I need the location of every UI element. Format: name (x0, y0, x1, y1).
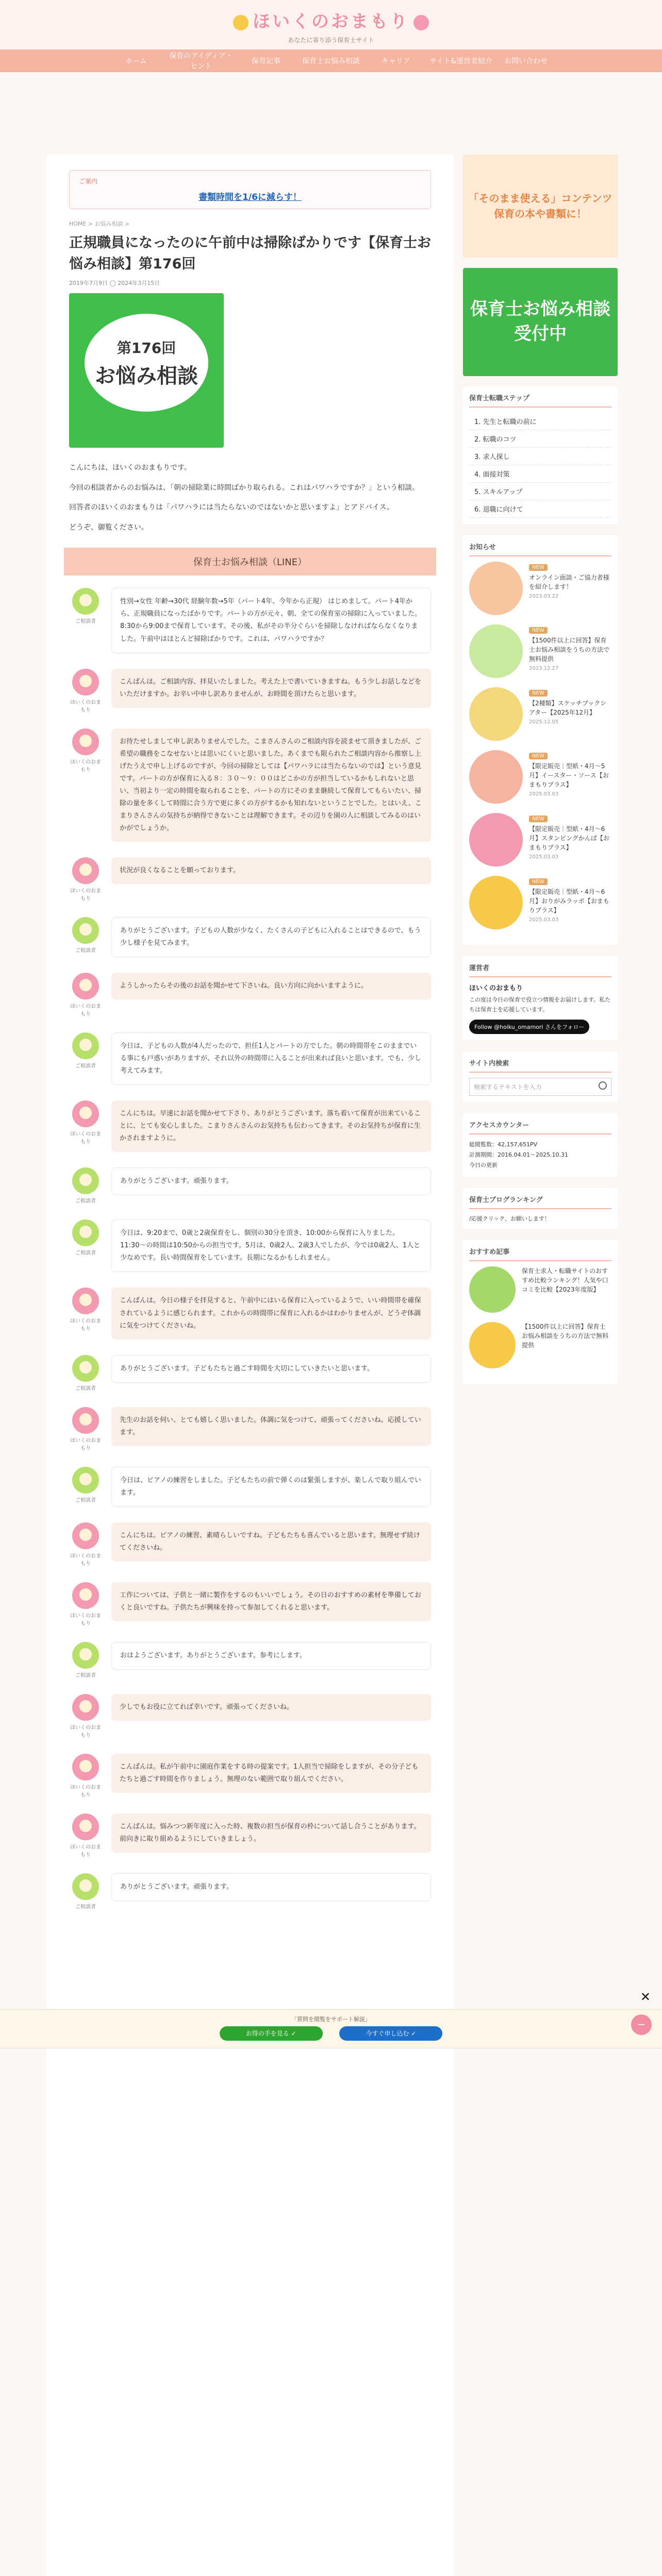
user-name: ご相談者 (75, 619, 96, 625)
banner-contents[interactable]: 「そのまま使える」コンテンツ 保育の本や書類に！ (463, 155, 618, 258)
message-text: ありがとうございます。頑張ります。 (111, 1167, 431, 1195)
recommend-widget (463, 1240, 618, 1384)
avatar (69, 1873, 102, 1910)
popup-question: 「質問を閲覧をサポート解説」 (291, 2016, 371, 2023)
chat-row (69, 1467, 431, 1507)
ranking-text[interactable]: /応援クリック、お願いします！ (469, 1215, 550, 1222)
popup-apply-button[interactable]: 今すぐ申し込む ✓ (339, 2026, 442, 2041)
nav-item[interactable]: お問い合わせ (504, 57, 548, 65)
user-name: ご相談者 (75, 1497, 96, 1503)
user-avatar-icon (72, 1467, 99, 1494)
avatar (69, 1167, 102, 1204)
chat-row (69, 1582, 431, 1626)
user-name: ご相談者 (75, 1904, 96, 1910)
avatar (69, 1100, 102, 1145)
avatar (69, 1355, 102, 1392)
news-body (529, 562, 611, 615)
message-text: こんばんは。ご相談内容、拝見いたしました。考えた上で書いていきますね。もう少しお話しなどをいただけますか。お辛い中申し訳ありませんが、お時間を頂けたらと思います。 (111, 669, 431, 708)
notice-link[interactable]: 書類時間を1/6に減らす！ (198, 192, 302, 202)
search-icon[interactable] (599, 1081, 607, 1090)
news-title[interactable]: 【2種類】スケッチブックシアター【2025年12月】 (529, 700, 607, 716)
chat-row (69, 669, 431, 713)
avatar (69, 1287, 102, 1332)
helper-avatar-icon (72, 728, 99, 755)
nav-item[interactable]: キャリア (382, 57, 410, 65)
chat-row (69, 1694, 431, 1738)
user-avatar-icon (72, 1219, 99, 1246)
episode-number: 第176回 (117, 339, 176, 357)
access-period: 計測期間：2016.04.01〜2025.10.31 (469, 1151, 568, 1159)
helper-avatar-icon (72, 1582, 99, 1609)
chat-row (69, 1167, 431, 1204)
avatar (69, 857, 102, 902)
avatar (69, 1467, 102, 1503)
helper-name: ほいくのおまもり (70, 1004, 101, 1018)
notice-box (69, 170, 431, 209)
news-date: 2025.03.03 (529, 854, 559, 860)
nav-item[interactable]: 保育士お悩み相談 (302, 57, 360, 65)
message-text: おはようございます。ありがとうございます。参考にします。 (111, 1642, 431, 1670)
access-title: アクセスカウンター (469, 1120, 611, 1134)
news-tag: NEW (529, 753, 548, 759)
popup-bar (0, 2009, 662, 2048)
news-thumbnail (469, 624, 523, 678)
chat-row (69, 728, 431, 842)
breadcrumb[interactable]: HOME > お悩み相談 > (69, 221, 130, 227)
chat-row (69, 917, 431, 957)
recommend-thumbnail (469, 1322, 516, 1368)
helper-avatar-icon (72, 857, 99, 884)
intro-paragraph: こんにちは、ほいくのおまもりです。 (69, 464, 191, 472)
news-thumbnail (469, 876, 523, 929)
toc-title: 保育士転職ステップ (469, 393, 611, 408)
helper-avatar-icon (72, 1287, 99, 1314)
admin-title: 運営者 (469, 962, 611, 977)
user-avatar-icon (72, 588, 99, 615)
chat-row (69, 1287, 431, 1339)
avatar (69, 1694, 102, 1738)
chat-row (69, 1100, 431, 1152)
message-text: ありがとうございます。子どもたちと過ごす時間を大切にしていきたいと思います。 (111, 1355, 431, 1383)
user-name: ご相談者 (75, 1385, 96, 1392)
news-item[interactable] (469, 562, 611, 615)
message-text: こんばんは。私が午前中に園庭作業をする時の提案です。1人担当で掃除をしますが、その分子どもたちと過ごす時間を作りましょう。無理のない範囲で取り組んでください。 (111, 1754, 431, 1793)
avatar (69, 1754, 102, 1798)
news-item[interactable] (469, 687, 611, 741)
toc-item[interactable]: 4. 面接対策 (469, 465, 611, 483)
helper-avatar-icon (72, 1522, 99, 1549)
global-nav (0, 49, 662, 72)
avatar (69, 917, 102, 954)
news-tag: NEW (529, 690, 548, 697)
chat-row (69, 1407, 431, 1451)
helper-name: ほいくのおまもり (70, 1437, 101, 1451)
x-follow-button[interactable]: Follow @hoiku_omamori さんをフォロー (469, 1020, 589, 1034)
avatar (69, 1407, 102, 1451)
news-thumbnail (469, 562, 523, 615)
message-text: 今日は、ピアノの練習をしました。子どもたちの前で弾くのは緊張しますが、楽しんで取り組んでいます。 (111, 1467, 431, 1507)
news-body (529, 750, 611, 804)
news-body (529, 687, 611, 741)
news-widget (463, 535, 618, 945)
site-header (0, 0, 662, 49)
news-date: 2023.03.22 (529, 594, 559, 599)
recommend-thumbnail (469, 1266, 516, 1313)
avatar (69, 1642, 102, 1679)
nav-item[interactable]: 保育のアイディア・ヒント (169, 52, 233, 71)
news-tag: NEW (529, 878, 548, 885)
message-text: ありがとうございます。頑張ります。 (111, 1873, 431, 1901)
helper-avatar-icon (72, 973, 99, 999)
site-logo[interactable]: ほいくのおまもり (0, 7, 662, 32)
news-title[interactable]: 【限定販売｜型紙・4月〜6月】おりがみラッポ【おまもりプラス】 (529, 888, 609, 914)
chat-row (69, 1219, 431, 1272)
toc-item[interactable]: 6. 退職に向けて (469, 500, 611, 518)
news-title[interactable]: オンライン面談・ご協力者様を紹介します！ (529, 574, 609, 590)
news-title[interactable]: 【限定販売｜型紙・4月〜6月】スタンピングかんぱ【おまもりプラス】 (529, 825, 609, 851)
message-text: こんばんは。今日の様子を拝見すると、午前中にはいる保育に入っているようで、いい時間帯を確保されているように感じられます。これからの時間帯に保育に入れるかはわかりませんが、どうぞ体調に気をつけてくださいね。 (111, 1287, 431, 1339)
message-text: 今日は、9:20まで、0歳と2歳保育をし、個別の30分を頂き、10:00から保育に入りました。11:30〜の時間は10:50からの担当です。5月は、0歳2人、2歳3人でしたが、今では0歳2人、1人と少なめです。長い時間保育をしています。長期になるかもしれません。 (111, 1219, 431, 1272)
access-total: 総閲覧数：42,157,651PV (469, 1141, 538, 1148)
news-thumbnail (469, 813, 523, 867)
article-main (46, 155, 454, 2576)
user-avatar-icon (72, 1355, 99, 1382)
toc-item[interactable]: 3. 求人探し (469, 448, 611, 465)
user-name: ご相談者 (75, 947, 96, 954)
avatar (69, 1219, 102, 1256)
helper-name: ほいくのおまもり (70, 1784, 101, 1798)
news-date: 2025.12.05 (529, 719, 559, 725)
news-thumbnail (469, 750, 523, 804)
helper-name: ほいくのおまもり (70, 1724, 101, 1738)
message-text: こんにちは。早速にお話を聞かせて下さり、ありがとうございます。落ち着いて保育が出来ていることに、とても安心しました。こまりさんさんのお気持ちも伝わってきます。そのお気持ちが保育に生かされますように。 (111, 1100, 431, 1152)
news-title[interactable]: 【限定販売｜型紙・4月〜5月】イースター・ソース【おまもりプラス】 (529, 762, 609, 788)
chat-row (69, 588, 431, 653)
news-item[interactable] (469, 813, 611, 867)
banner-consultation[interactable]: 保育士お悩み相談受付中 (463, 268, 618, 376)
news-date: 2025.03.03 (529, 917, 559, 923)
avatar (69, 1814, 102, 1858)
message-text: 性別→女性 年齢→30代 経験年数→5年（パート4年、今年から正規） はじめまして。パート4年から、正規職員になったばかりです。パートの方が元々、朝、全ての保育室の掃除に入っていました。8:30から9:00まで保育しています。その後、私がその半分ぐらいを掃除しなければならなくなりました。午前中はほとんど掃除ばかりです。これは、パワハラですか？ (111, 588, 431, 653)
news-item[interactable] (469, 876, 611, 929)
news-body (529, 876, 611, 929)
recommend-item[interactable] (469, 1266, 611, 1313)
news-date: 2023.12.27 (529, 666, 559, 671)
avatar (69, 588, 102, 624)
user-name: ご相談者 (75, 1198, 96, 1205)
message-text: 先生のお話を伺い、とても嬉しく思いました。体調に気をつけて、頑張ってくださいね。応援しています。 (111, 1407, 431, 1446)
helper-avatar-icon (72, 1407, 99, 1434)
nav-item[interactable]: ホーム (125, 57, 147, 65)
intro-paragraph: どうぞ、御覧ください。 (69, 523, 148, 532)
intro-paragraph: 回答者のほいくのおまもりは「パワハラには当たらないのではないかと思いますよ」とアドバイス。 (69, 503, 394, 512)
news-thumbnail (469, 687, 523, 741)
avatar (69, 1582, 102, 1626)
helper-name: ほいくのおまもり (70, 699, 101, 713)
avatar (69, 1032, 102, 1069)
toc-widget (463, 386, 618, 524)
eyecatch-image (69, 293, 224, 448)
avatar (69, 669, 102, 713)
admin-name: ほいくのおまもり (469, 985, 523, 992)
eyecatch-label: お悩み相談 (95, 364, 198, 388)
chat-row (69, 973, 431, 1017)
chat-row (69, 1032, 431, 1085)
toc-item[interactable]: 2. 転職のコツ (469, 430, 611, 448)
admin-widget (463, 956, 618, 1040)
user-avatar-icon (72, 917, 99, 944)
chat-row (69, 1754, 431, 1798)
chat-row (69, 857, 431, 902)
news-title: お知らせ (469, 541, 611, 556)
ranking-title: 保育士ブログランキング (469, 1194, 611, 1209)
message-text: 状況が良くなることを願っております。 (111, 857, 431, 884)
page-title: 正規職員になったのに午前中は掃除ばかりです【保育士お悩み相談】第176回 (69, 235, 431, 272)
search-title: サイト内検索 (469, 1058, 611, 1073)
recommend-title: おすすめ記事 (469, 1246, 611, 1261)
site-tagline: あなたに寄り添う保育士サイト (288, 37, 374, 44)
news-date: 2025.03.03 (529, 791, 559, 797)
user-avatar-icon (72, 1167, 99, 1194)
helper-name: ほいくのおまもり (70, 1318, 101, 1332)
post-dates: 2019年7月9日 ◯ 2024年3月15日 (69, 280, 160, 286)
message-text: 工作については、子供と一緒に製作をするのもいいでしょう。その日のおすすめの素材を準備しておくと良いですね。子供たちが興味を持って参加してくれると思います。 (111, 1582, 431, 1621)
message-text: 少しでもお役に立てれば幸いです。頑張ってくださいね。 (111, 1694, 431, 1721)
news-tag: NEW (529, 564, 548, 571)
sidebar (463, 155, 618, 1395)
helper-avatar-icon (72, 1814, 99, 1840)
admin-text: この度は今日の保育で役立つ情報をお届けします。私たちは保育士を応援しています。 (469, 996, 611, 1013)
message-text: こんにちは。ピアノの練習、素晴らしいですね。子どもたちも喜んでいると思います。無理せず続けてくださいね。 (111, 1522, 431, 1562)
helper-name: ほいくのおまもり (70, 888, 101, 902)
news-item[interactable] (469, 624, 611, 678)
search-widget (463, 1052, 618, 1102)
recommend-item[interactable] (469, 1322, 611, 1368)
chat-row (69, 1642, 431, 1679)
access-footer: 今日の更新 (469, 1161, 498, 1168)
avatar (69, 973, 102, 1017)
helper-name: ほいくのおまもり (70, 1131, 101, 1145)
news-title[interactable]: 【1500件以上に回答】保育士お悩み相談をうちの方法で無料提供 (529, 637, 610, 663)
recommend-title[interactable]: 保育士求人・転職サイトのおすすめ比較ランキング！人気や口コミを比較【2023年度版】 (522, 1267, 608, 1293)
speech-bubble (85, 314, 208, 412)
news-body (529, 624, 611, 678)
helper-avatar-icon (72, 669, 99, 696)
search-placeholder: 検索するテキストを入力 (474, 1083, 542, 1091)
avatar (69, 1522, 102, 1567)
news-item[interactable] (469, 750, 611, 804)
search-input[interactable] (469, 1078, 611, 1096)
message-text: お待たせしまして申し訳ありませんでした。こまさんさんのご相談内容を読ませて頂きましたが、ご希望の職務をこなせないとは思いにくいと思いました。あくまでも限られたご相談内容から推察し上げたうえで申し上げるのですが、今回の掃除としては【パワハラには当たらないのでは】という意見です。パートの方が保育に入る８：３０〜９：００はどこかの方が担当しているかもしれないと思い、当初より一定の時間を取られることを、パートの方にそのまま継続して保育してもらいたい、掃除の量を多くして時間に合う方で更に多くの方がするかも知れないということでした。とはいえ、こまりさんさんの気持ちが納得できないことは理解できます。その辺りを園の人に相談してみるのはいかがでしょうか。 (111, 728, 431, 842)
news-tag: NEW (529, 816, 548, 822)
chat-row (69, 1873, 431, 1910)
close-icon[interactable]: ✕ (640, 1990, 651, 2004)
nav-item[interactable]: サイト&運営者紹介 (429, 57, 492, 65)
access-widget (463, 1113, 618, 1176)
nav-item[interactable]: 保育記事 (252, 57, 280, 65)
message-text: 今日は、子どもの人数が4人だったので、担任1人とパートの方でした。朝の時間帯をこのままでいる事にも戸惑いがありますが、それ以外の時間帯に入ることが出来れば良いと思います。でも、少し考えてみます。 (111, 1032, 431, 1085)
message-text: ありがとうございます。子どもの人数が少なく、たくさんの子どもに入れることはできるので、もう少し様子を見てみます。 (111, 917, 431, 957)
popup-ok-button[interactable]: お得の手を見る ✓ (220, 2026, 323, 2041)
user-avatar-icon (72, 1032, 99, 1059)
news-body (529, 813, 611, 867)
helper-avatar-icon (72, 1100, 99, 1127)
helper-name: ほいくのおまもり (70, 1844, 101, 1858)
chat-row (69, 1522, 431, 1567)
toc-item[interactable]: 5. スキルアップ (469, 483, 611, 500)
ranking-widget (463, 1188, 618, 1229)
user-avatar-icon (72, 1642, 99, 1669)
notice-tag: ご案内 (79, 178, 98, 185)
section-heading: 保育士お悩み相談（LINE） (64, 548, 436, 575)
intro-paragraph: 今回の相談者からのお悩みは、「朝の掃除業に時間ばかり取られる。これはパワハラですか？」という相談。 (69, 483, 419, 492)
helper-avatar-icon (72, 1694, 99, 1721)
chat-row (69, 1814, 431, 1858)
user-name: ご相談者 (75, 1672, 96, 1679)
user-name: ご相談者 (75, 1063, 96, 1070)
helper-name: ほいくのおまもり (70, 1553, 101, 1567)
avatar (69, 728, 102, 773)
chat-row (69, 1355, 431, 1392)
helper-avatar-icon (72, 1754, 99, 1781)
message-text: こんばんは。悩みつつ新年度に入った時、複数の担当が保育の枠について話し合うことがあります。前向きに取り組めるようにしていきましょう。 (111, 1814, 431, 1853)
user-avatar-icon (72, 1873, 99, 1900)
logo-flower-icon (413, 15, 429, 30)
user-name: ご相談者 (75, 1250, 96, 1257)
recommend-title[interactable]: 【1500件以上に回答】保育士お悩み相談をうちの方法で無料提供 (522, 1323, 609, 1349)
helper-name: ほいくのおまもり (70, 1613, 101, 1626)
message-text: ようしかったらその後のお話を聞かせて下さいね。良い方向に向かいますように。 (111, 973, 431, 999)
toc-item[interactable]: 1. 先生と転職の前に (469, 413, 611, 430)
scroll-top-icon[interactable]: − (631, 2014, 652, 2035)
news-tag: NEW (529, 627, 548, 634)
helper-name: ほいくのおまもり (70, 759, 101, 773)
logo-sun-icon (233, 15, 249, 30)
